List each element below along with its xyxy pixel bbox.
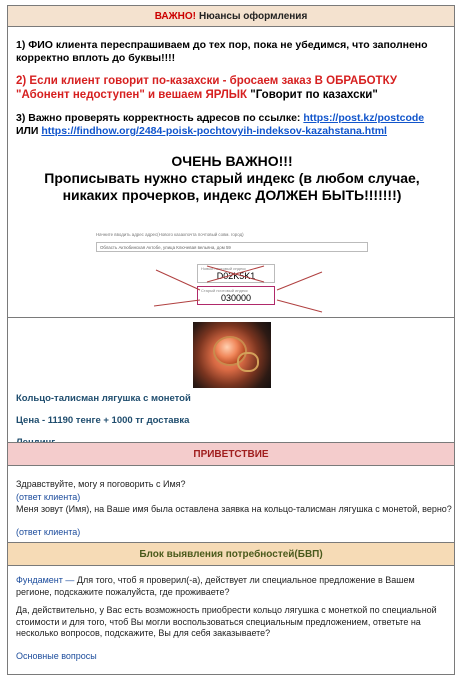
main-questions-link[interactable]: Основные вопросы [16,651,97,661]
rule-3 [16,112,448,138]
foundation-label: Фундамент — [16,575,75,585]
ring-frog [237,352,259,372]
important-label: ВАЖНО! [154,10,197,22]
greeting-reply-1: (ответ клиента) [16,492,81,502]
rule-3-text: 3) Важно проверять корректность адресов по ссылке: [16,112,301,124]
arrow-left-up [156,270,200,290]
product-section [7,317,455,443]
header-greeting: ПРИВЕТСТВИЕ [7,442,455,466]
very-important-line-2: Прописывать нужно старый индекс (в любом случае, [44,170,420,186]
rule-2-label: "Говорит по казахски" [250,89,378,101]
very-important-line-1: ОЧЕНЬ ВАЖНО!!! [171,153,293,169]
greeting-reply-2: (ответ клиента) [16,527,81,537]
very-important-note [8,153,456,204]
annotation-marks [96,232,368,316]
very-important-line-3: никаких прочерков, индекс ДОЛЖЕН БЫТЬ!!!!!!!) [62,187,402,203]
greeting-line-2: Меня зовут (Имя), на Ваше имя была оставлена заявка на кольцо-талисман лягушка с монетой, верно? [16,504,452,514]
product-name: Кольцо-талисман лягушка с монетой [16,393,191,404]
new-postcode-value: D02K5K1 [216,271,256,281]
findhow-link[interactable]: https://findhow.org/2484-poisk-pochtovyih-indeksov-kazahstana.html [41,125,387,137]
arrow-left-down [154,300,200,306]
post-kz-link[interactable]: https://post.kz/postcode [303,112,425,124]
old-postcode-value: 030000 [220,293,252,303]
needs-section [7,565,455,675]
script-document [7,5,455,675]
needs-paragraph-1 [16,575,452,598]
product-price: Цена - 11190 тенге + 1000 тг доставка [16,415,190,426]
address-input: Область Актюбинская Актобе, улица Ключевая вельяна, дом 59 [96,242,368,252]
or-label: ИЛИ [16,125,39,137]
header-nuances [7,5,455,27]
header-needs: Блок выявления потребностей(БВП) [7,542,455,566]
old-postcode-caption: Старый почтовый индекс [201,288,248,293]
rule-2-red: 2) Если клиент говорит по-казахски - бросаем заказ В ОБРАБОТКУ "Абонент недоступен" и вешаем ЯРЛЫК [16,75,398,101]
arrow-right-down [277,300,322,312]
new-postcode-caption: Новый почтовый индекс [201,266,246,271]
ring-photo [193,322,271,388]
greeting-section [7,465,455,543]
needs-line-1: Для того, чтоб я проверил(-а), действует ли специальное предложение в Вашем регионе, подскажите пожалуйста, где проживаете? [16,575,415,597]
rule-2 [16,74,448,102]
nuances-title: Нюансы оформления [199,10,308,22]
address-hint: Начните вводить адрес адрес(Нового казахпочта почтовый совм. город) [96,232,244,237]
greeting-line-1: Здравствуйте, могу я поговорить с Имя? [16,479,186,489]
arrow-right-up [277,272,322,290]
needs-paragraph-2: Да, действительно, у Вас есть возможность приобрести кольцо лягушка с монеткой по специальной стоимости и для того, чтоб Вы могли воспользоваться специальным предложением, ответьте на несколько вопросов, подскажите, Вы для себя заказываете? [16,605,437,638]
nuances-section [7,26,455,318]
postcode-form-sample [96,232,368,316]
rule-1: 1) ФИО клиента переспрашиваем до тех пор, пока не убедимся, что заполнено корректно вплоть до буквы!!!! [16,39,428,64]
